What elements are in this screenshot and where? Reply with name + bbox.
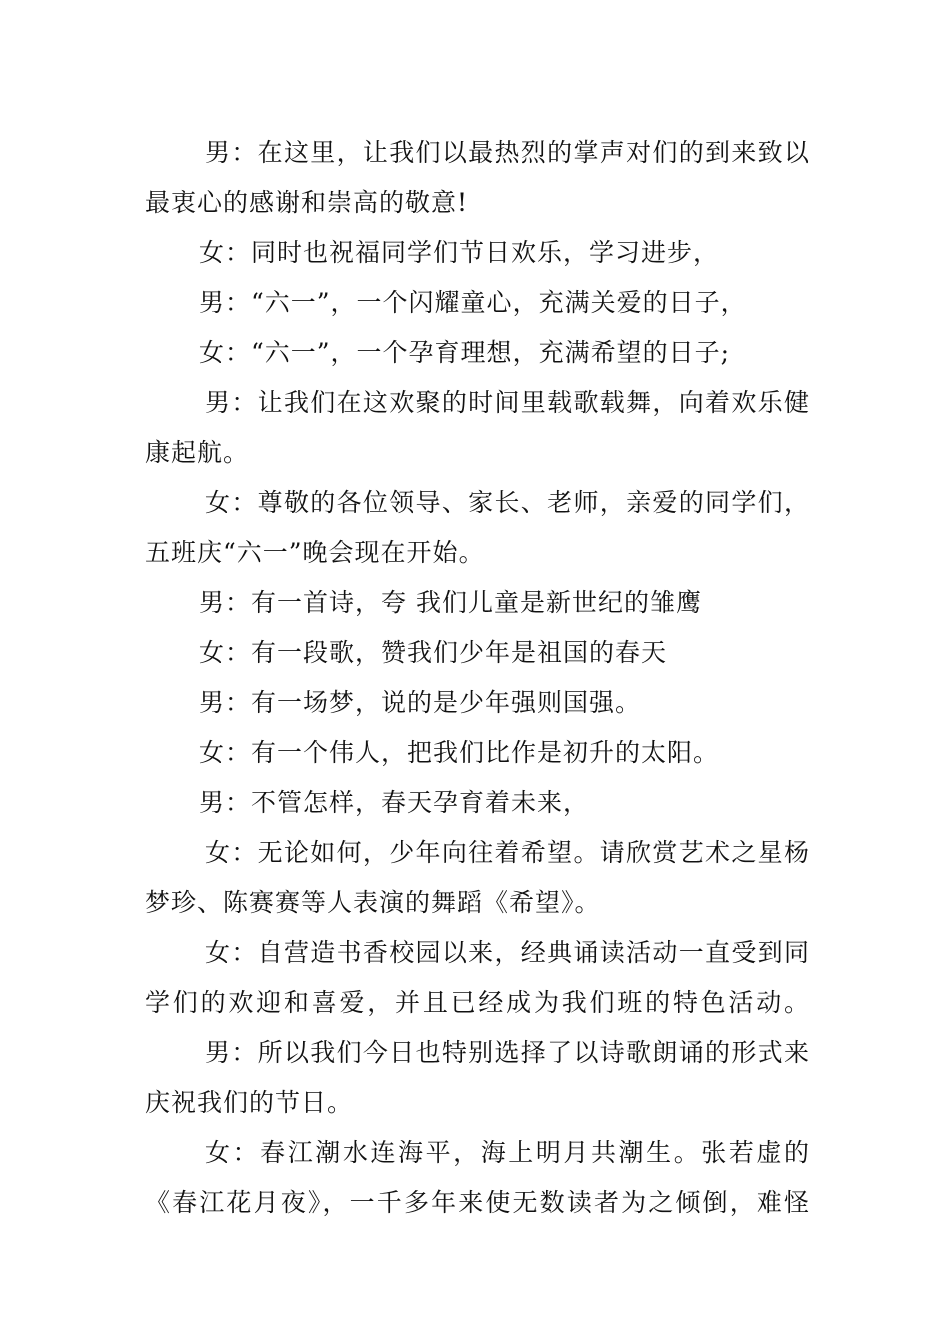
paragraph-line: 庆祝我们的节日。: [145, 1088, 354, 1117]
paragraph-line: 男：让我们在这欢聚的时间里载歌载舞，向着欢乐健: [205, 388, 810, 417]
paragraph-line: 男：有一首诗，夸 我们儿童是新世纪的雏鹰: [199, 588, 702, 617]
paragraph-line: 男：所以我们今日也特别选择了以诗歌朗诵的形式来: [205, 1038, 810, 1067]
paragraph-line: 女：无论如何，少年向往着希望。请欣赏艺术之星杨: [205, 838, 810, 867]
paragraph-line: 女：自营造书香校园以来，经典诵读活动一直受到同: [205, 938, 810, 967]
paragraph-line: 女：“六一”，一个孕育理想，充满希望的日子;: [199, 338, 730, 367]
paragraph-line: 男：“六一”，一个闪耀童心，充满关爱的日子，: [199, 288, 747, 317]
paragraph-line: 康起航。: [145, 438, 250, 467]
paragraph-line: 女：有一个伟人，把我们比作是初升的太阳。: [199, 738, 720, 767]
paragraph-line: 男：不管怎样，春天孕育着未来，: [199, 788, 590, 817]
paragraph-line: 梦珍、陈赛赛等人表演的舞蹈《希望》。: [145, 888, 601, 917]
paragraph-line: 男：在这里，让我们以最热烈的掌声对们的到来致以: [205, 138, 810, 167]
document-body: [145, 128, 810, 1228]
paragraph-line: 女：春江潮水连海平，海上明月共潮生。张若虚的: [205, 1138, 810, 1167]
paragraph-line: 最衷心的感谢和崇高的敬意!: [145, 188, 469, 217]
paragraph-line: 学们的欢迎和喜爱，并且已经成为我们班的特色活动。: [145, 988, 810, 1017]
paragraph-line: 女：同时也祝福同学们节日欢乐，学习进步，: [199, 238, 720, 267]
paragraph-line: 男：有一场梦，说的是少年强则国强。: [199, 688, 642, 717]
paragraph-line: 《春江花月夜》，一千多年来使无数读者为之倾倒，难怪: [145, 1188, 810, 1217]
paragraph-line: 女：有一段歌，赞我们少年是祖国的春天: [199, 638, 668, 667]
paragraph-line: 女：尊敬的各位领导、家长、老师，亲爱的同学们，: [205, 488, 810, 517]
paragraph-line: 五班庆“六一”晚会现在开始。: [145, 538, 485, 567]
